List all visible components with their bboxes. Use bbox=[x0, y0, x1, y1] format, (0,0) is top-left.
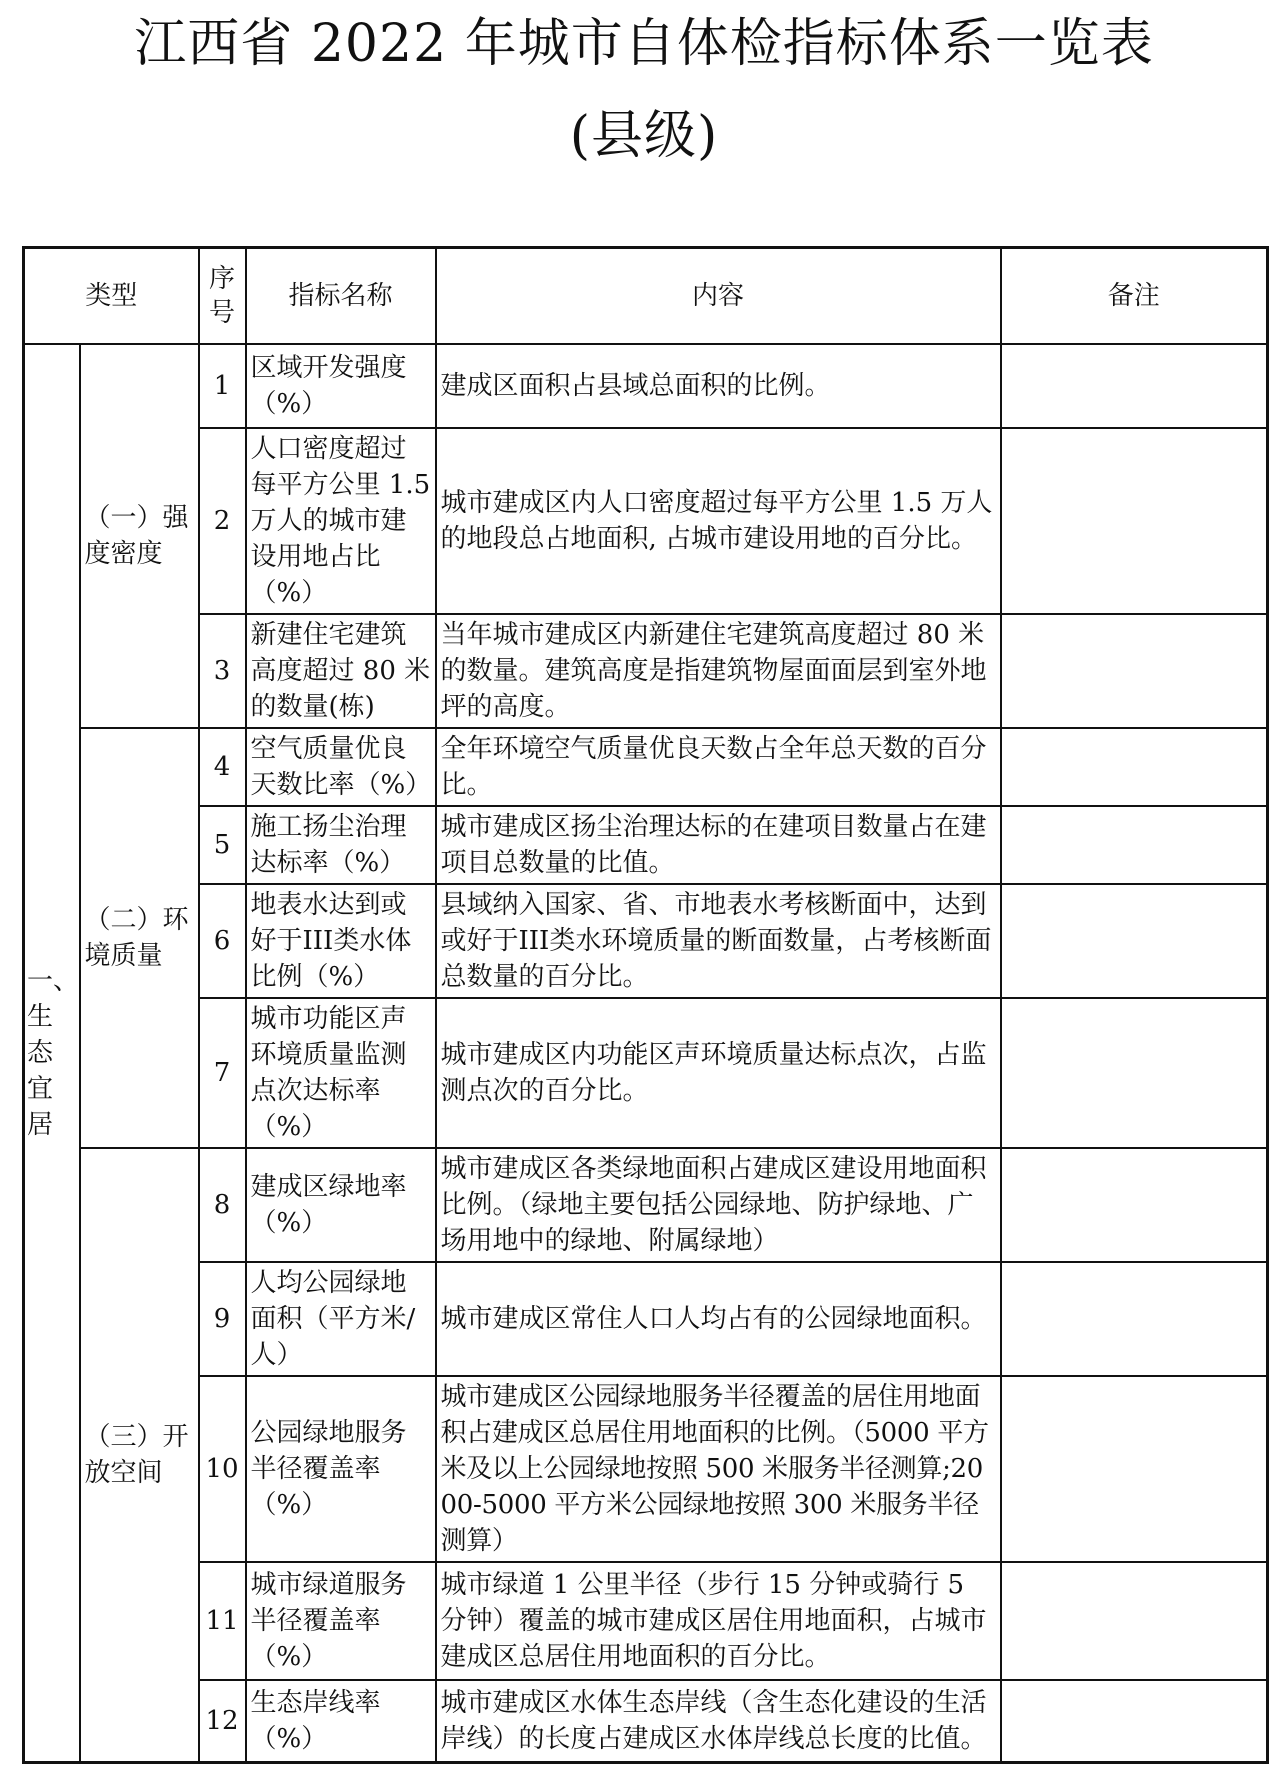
note-cell bbox=[1001, 1562, 1268, 1680]
header-type: 类型 bbox=[24, 248, 199, 345]
seq-cell: 2 bbox=[199, 428, 246, 614]
content-cell: 县域纳入国家、省、市地表水考核断面中，达到或好于III类水环境质量的断面数量，占考核断面总数量的百分比。 bbox=[436, 884, 1001, 998]
note-cell bbox=[1001, 1680, 1268, 1762]
header-content: 内容 bbox=[436, 248, 1001, 345]
header-note: 备注 bbox=[1001, 248, 1268, 345]
seq-cell: 4 bbox=[199, 728, 246, 806]
header-name: 指标名称 bbox=[246, 248, 436, 345]
indicator-table bbox=[22, 246, 1269, 1764]
table-row bbox=[24, 1680, 1268, 1762]
note-cell bbox=[1001, 1376, 1268, 1562]
seq-cell: 1 bbox=[199, 344, 246, 428]
name-cell: 建成区绿地率（%） bbox=[246, 1148, 436, 1262]
note-cell bbox=[1001, 1148, 1268, 1262]
content-cell: 城市建成区内功能区声环境质量达标点次，占监测点次的百分比。 bbox=[436, 998, 1001, 1148]
seq-cell: 9 bbox=[199, 1262, 246, 1376]
content-cell: 城市建成区扬尘治理达标的在建项目数量占在建项目总数量的比值。 bbox=[436, 806, 1001, 884]
page-subtitle: (县级) bbox=[569, 106, 719, 166]
note-cell bbox=[1001, 806, 1268, 884]
category-cell: 一、生态宜居 bbox=[24, 344, 80, 1762]
name-cell: 新建住宅建筑高度超过 80 米的数量(栋) bbox=[246, 614, 436, 728]
seq-cell: 7 bbox=[199, 998, 246, 1148]
note-cell bbox=[1001, 728, 1268, 806]
name-cell: 空气质量优良天数比率（%） bbox=[246, 728, 436, 806]
seq-cell: 11 bbox=[199, 1562, 246, 1680]
table-header-row bbox=[24, 248, 1268, 345]
header-seq: 序号 bbox=[199, 248, 246, 345]
name-cell: 人口密度超过每平方公里 1.5 万人的城市建设用地占比（%） bbox=[246, 428, 436, 614]
table-row bbox=[24, 344, 1268, 428]
table-row bbox=[24, 1562, 1268, 1680]
seq-cell: 8 bbox=[199, 1148, 246, 1262]
subcategory-cell: （三）开放空间 bbox=[80, 1148, 199, 1762]
table-row bbox=[24, 614, 1268, 728]
content-cell: 城市建成区各类绿地面积占建成区建设用地面积比例。（绿地主要包括公园绿地、防护绿地、广场用地中的绿地、附属绿地） bbox=[436, 1148, 1001, 1262]
name-cell: 城市绿道服务半径覆盖率（%） bbox=[246, 1562, 436, 1680]
content-cell: 城市建成区水体生态岸线（含生态化建设的生活岸线）的长度占建成区水体岸线总长度的比值。 bbox=[436, 1680, 1001, 1762]
note-cell bbox=[1001, 614, 1268, 728]
note-cell bbox=[1001, 428, 1268, 614]
page-title: 江西省 2022 年城市自体检指标体系一览表 bbox=[134, 14, 1154, 74]
name-cell: 生态岸线率（%） bbox=[246, 1680, 436, 1762]
table-row bbox=[24, 1376, 1268, 1562]
note-cell bbox=[1001, 884, 1268, 998]
content-cell: 城市建成区内人口密度超过每平方公里 1.5 万人的地段总占地面积, 占城市建设用地的百分比。 bbox=[436, 428, 1001, 614]
name-cell: 公园绿地服务半径覆盖率（%） bbox=[246, 1376, 436, 1562]
content-cell: 城市绿道 1 公里半径（步行 15 分钟或骑行 5 分钟）覆盖的城市建成区居住用地面积，占城市建成区总居住用地面积的百分比。 bbox=[436, 1562, 1001, 1680]
table-row bbox=[24, 884, 1268, 998]
name-cell: 地表水达到或好于III类水体比例（%） bbox=[246, 884, 436, 998]
content-cell: 当年城市建成区内新建住宅建筑高度超过 80 米的数量。建筑高度是指建筑物屋面面层到室外地坪的高度。 bbox=[436, 614, 1001, 728]
content-cell: 全年环境空气质量优良天数占全年总天数的百分比。 bbox=[436, 728, 1001, 806]
seq-cell: 5 bbox=[199, 806, 246, 884]
seq-cell: 6 bbox=[199, 884, 246, 998]
name-cell: 施工扬尘治理达标率（%） bbox=[246, 806, 436, 884]
content-cell: 城市建成区公园绿地服务半径覆盖的居住用地面积占建成区总居住用地面积的比例。（5000 平方米及以上公园绿地按照 500 米服务半径测算;2000-5000 平方米公园绿地按照 300 米服务半径测算） bbox=[436, 1376, 1001, 1562]
note-cell bbox=[1001, 344, 1268, 428]
name-cell: 区域开发强度（%） bbox=[246, 344, 436, 428]
note-cell bbox=[1001, 1262, 1268, 1376]
name-cell: 城市功能区声环境质量监测点次达标率（%） bbox=[246, 998, 436, 1148]
subcategory-cell: （一）强度密度 bbox=[80, 344, 199, 728]
seq-cell: 12 bbox=[199, 1680, 246, 1762]
table-row bbox=[24, 1262, 1268, 1376]
seq-cell: 3 bbox=[199, 614, 246, 728]
table-row bbox=[24, 998, 1268, 1148]
content-cell: 建成区面积占县域总面积的比例。 bbox=[436, 344, 1001, 428]
table-row bbox=[24, 728, 1268, 806]
table-row bbox=[24, 428, 1268, 614]
table-row bbox=[24, 806, 1268, 884]
note-cell bbox=[1001, 998, 1268, 1148]
seq-cell: 10 bbox=[199, 1376, 246, 1562]
content-cell: 城市建成区常住人口人均占有的公园绿地面积。 bbox=[436, 1262, 1001, 1376]
subcategory-cell: （二）环境质量 bbox=[80, 728, 199, 1148]
name-cell: 人均公园绿地面积（平方米/人） bbox=[246, 1262, 436, 1376]
table-row bbox=[24, 1148, 1268, 1262]
